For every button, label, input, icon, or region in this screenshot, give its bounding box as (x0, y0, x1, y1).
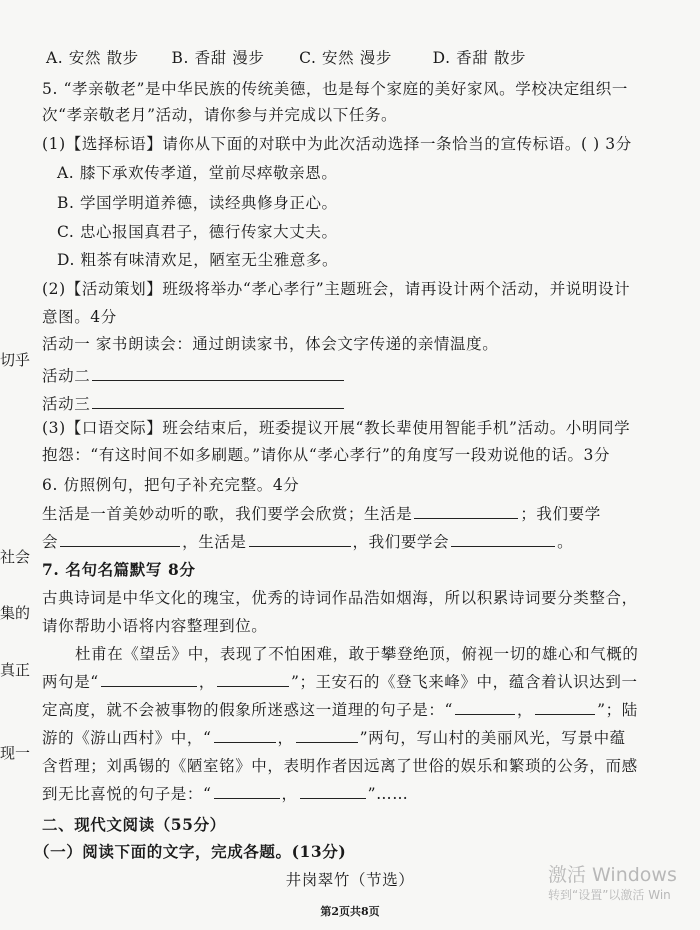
q7-p3 (42, 700, 638, 720)
q7-p3-text-c: ”；陆 (597, 701, 638, 719)
q7-p4-text-a: 游的《游山西村》中，“ (42, 729, 212, 747)
margin-fragment: 现一 (0, 744, 31, 762)
q5-option-a: A. 膝下承欢传孝道，堂前尽瘁敬亲恩。 (57, 164, 338, 182)
q5-option-b: B. 学国学明道养德，读经典修身正心。 (57, 194, 338, 212)
q5-activity3-blank[interactable] (92, 394, 344, 409)
q7-p4-text-b: ， (277, 729, 294, 747)
q7-p3-text-b: ， (517, 701, 534, 719)
page-footer: 第2页共8页 (320, 905, 380, 918)
q4-option-d: D. 香甜 散步 (432, 49, 527, 67)
q6-blank-2[interactable] (60, 532, 180, 547)
q7-title: 7. 名句名篇默写 8分 (42, 560, 196, 579)
q5-intro-line1: 5. “孝亲敬老”是中华民族的传统美德，也是每个家庭的美好家风。学校决定组织一 (42, 80, 628, 98)
q6-title: 6. 仿照例句，把句子补充完整。4分 (42, 476, 300, 494)
q6-blank-1[interactable] (414, 504, 518, 519)
q7-blank-1[interactable] (101, 672, 197, 687)
q7-p2 (42, 672, 638, 692)
section2-title: 二、现代文阅读（55分） (42, 815, 226, 834)
q7-blank-4[interactable] (535, 700, 595, 715)
q5-part3-line2: 抱怨：“有这时间不如多刷题。”请你从“孝心孝行”的角度写一段劝说他的话。3分 (42, 446, 611, 464)
q7-blank-6[interactable] (296, 728, 358, 743)
q7-p5: 含哲理；刘禹锡的《陋室铭》中，表明作者因远离了世俗的娱乐和繁琐的公务，而感 (42, 757, 638, 775)
q6-blank-4[interactable] (451, 532, 555, 547)
q7-p1: 杜甫在《望岳》中，表现了不怕困难，敢于攀登绝顶，俯视一切的雄心和气概的 (75, 645, 639, 663)
q7-p4 (42, 728, 626, 748)
q4-option-c: C. 安然 漫步 (299, 49, 392, 67)
q6-line2-text-a: 会 (42, 533, 59, 551)
windows-activation-watermark: 激活 Windows (548, 864, 677, 886)
q5-option-d: D. 粗茶有味清欢足，陋室无尘雅意多。 (57, 251, 339, 269)
q5-option-c: C. 忠心报国真君子，德行传家大丈夫。 (57, 223, 338, 241)
q7-p6-text-c: ”…… (367, 785, 409, 803)
q5-part2-line1: (2)【活动策划】班级将举办“孝心孝行”主题班会，请再设计两个活动，并说明设计 (42, 280, 631, 298)
q6-line1-text-b: ；我们要学 (520, 505, 601, 523)
q7-blank-3[interactable] (455, 700, 515, 715)
q7-p3-text-a: 定高度，就不会被事物的假象所迷惑这一道理的句子是：“ (42, 701, 454, 719)
windows-activation-hint: 转到“设置”以激活 Win (548, 888, 671, 902)
margin-fragment: 真正 (0, 661, 31, 679)
q5-activity2-blank[interactable] (92, 366, 344, 381)
q6-line2-text-d: 。 (557, 533, 574, 551)
q7-p2-text-a: 两句是“ (42, 673, 99, 691)
q7-p6-text-b: ， (281, 785, 298, 803)
q5-intro-line2: 次“孝亲敬老月”活动，请你参与并完成以下任务。 (42, 106, 398, 124)
q4-option-a: A. 安然 散步 (46, 49, 139, 67)
margin-fragment: 社会 (0, 548, 31, 566)
q7-p6 (42, 784, 408, 804)
q6-line1-text-a: 生活是一首美妙动听的歌，我们要学会欣赏；生活是 (42, 505, 413, 523)
q7-p2-text-b: ， (198, 673, 215, 691)
q5-activity3-row (42, 394, 346, 414)
q5-part3-line1: (3)【口语交际】班会结束后，班委提议开展“教长辈使用智能手机”活动。小明同学 (42, 419, 631, 437)
passage-title: 井岗翠竹（节选） (285, 871, 415, 889)
q5-activity1: 活动一 家书朗读会：通过朗读家书，体会文字传递的亲情温度。 (42, 335, 499, 353)
section2-subtitle: （一）阅读下面的文字，完成各题。(13分) (34, 842, 347, 861)
q7-line1: 古典诗词是中华文化的瑰宝，优秀的诗词作品浩如烟海，所以积累诗词要分类整合， (42, 589, 638, 607)
q5-part1-title: (1)【选择标语】请你从下面的对联中为此次活动选择一条恰当的宣传标语。( ) 3分 (42, 135, 632, 153)
margin-fragment: 集的 (0, 604, 31, 622)
q5-part2-line2: 意图。4分 (42, 308, 117, 326)
q6-line2-text-c: ，我们要学会 (352, 533, 450, 551)
q5-activity2-label: 活动二 (42, 367, 91, 385)
q7-blank-2[interactable] (217, 672, 289, 687)
q7-blank-8[interactable] (300, 784, 366, 799)
q7-p4-text-c: ”两句，写山村的美丽风光，写景中蕴 (359, 729, 626, 747)
q7-p2-text-c: ”；王安石的《登飞来峰》中，蕴含着认识达到一 (290, 673, 638, 691)
q7-blank-5[interactable] (214, 728, 276, 743)
q7-blank-7[interactable] (214, 784, 280, 799)
q4-option-b: B. 香甜 漫步 (171, 49, 265, 67)
q6-line1 (42, 504, 601, 524)
margin-fragment: 切乎 (0, 351, 31, 369)
q7-line2: 请你帮助小语将内容整理到位。 (42, 617, 268, 635)
q6-line2-text-b: ，生活是 (182, 533, 247, 551)
q6-blank-3[interactable] (249, 532, 351, 547)
q5-activity3-label: 活动三 (42, 395, 91, 413)
q6-line2 (42, 532, 573, 552)
q5-activity2-row (42, 366, 346, 386)
q4-options-row (46, 48, 526, 68)
q7-p6-text-a: 到无比喜悦的句子是：“ (42, 785, 212, 803)
